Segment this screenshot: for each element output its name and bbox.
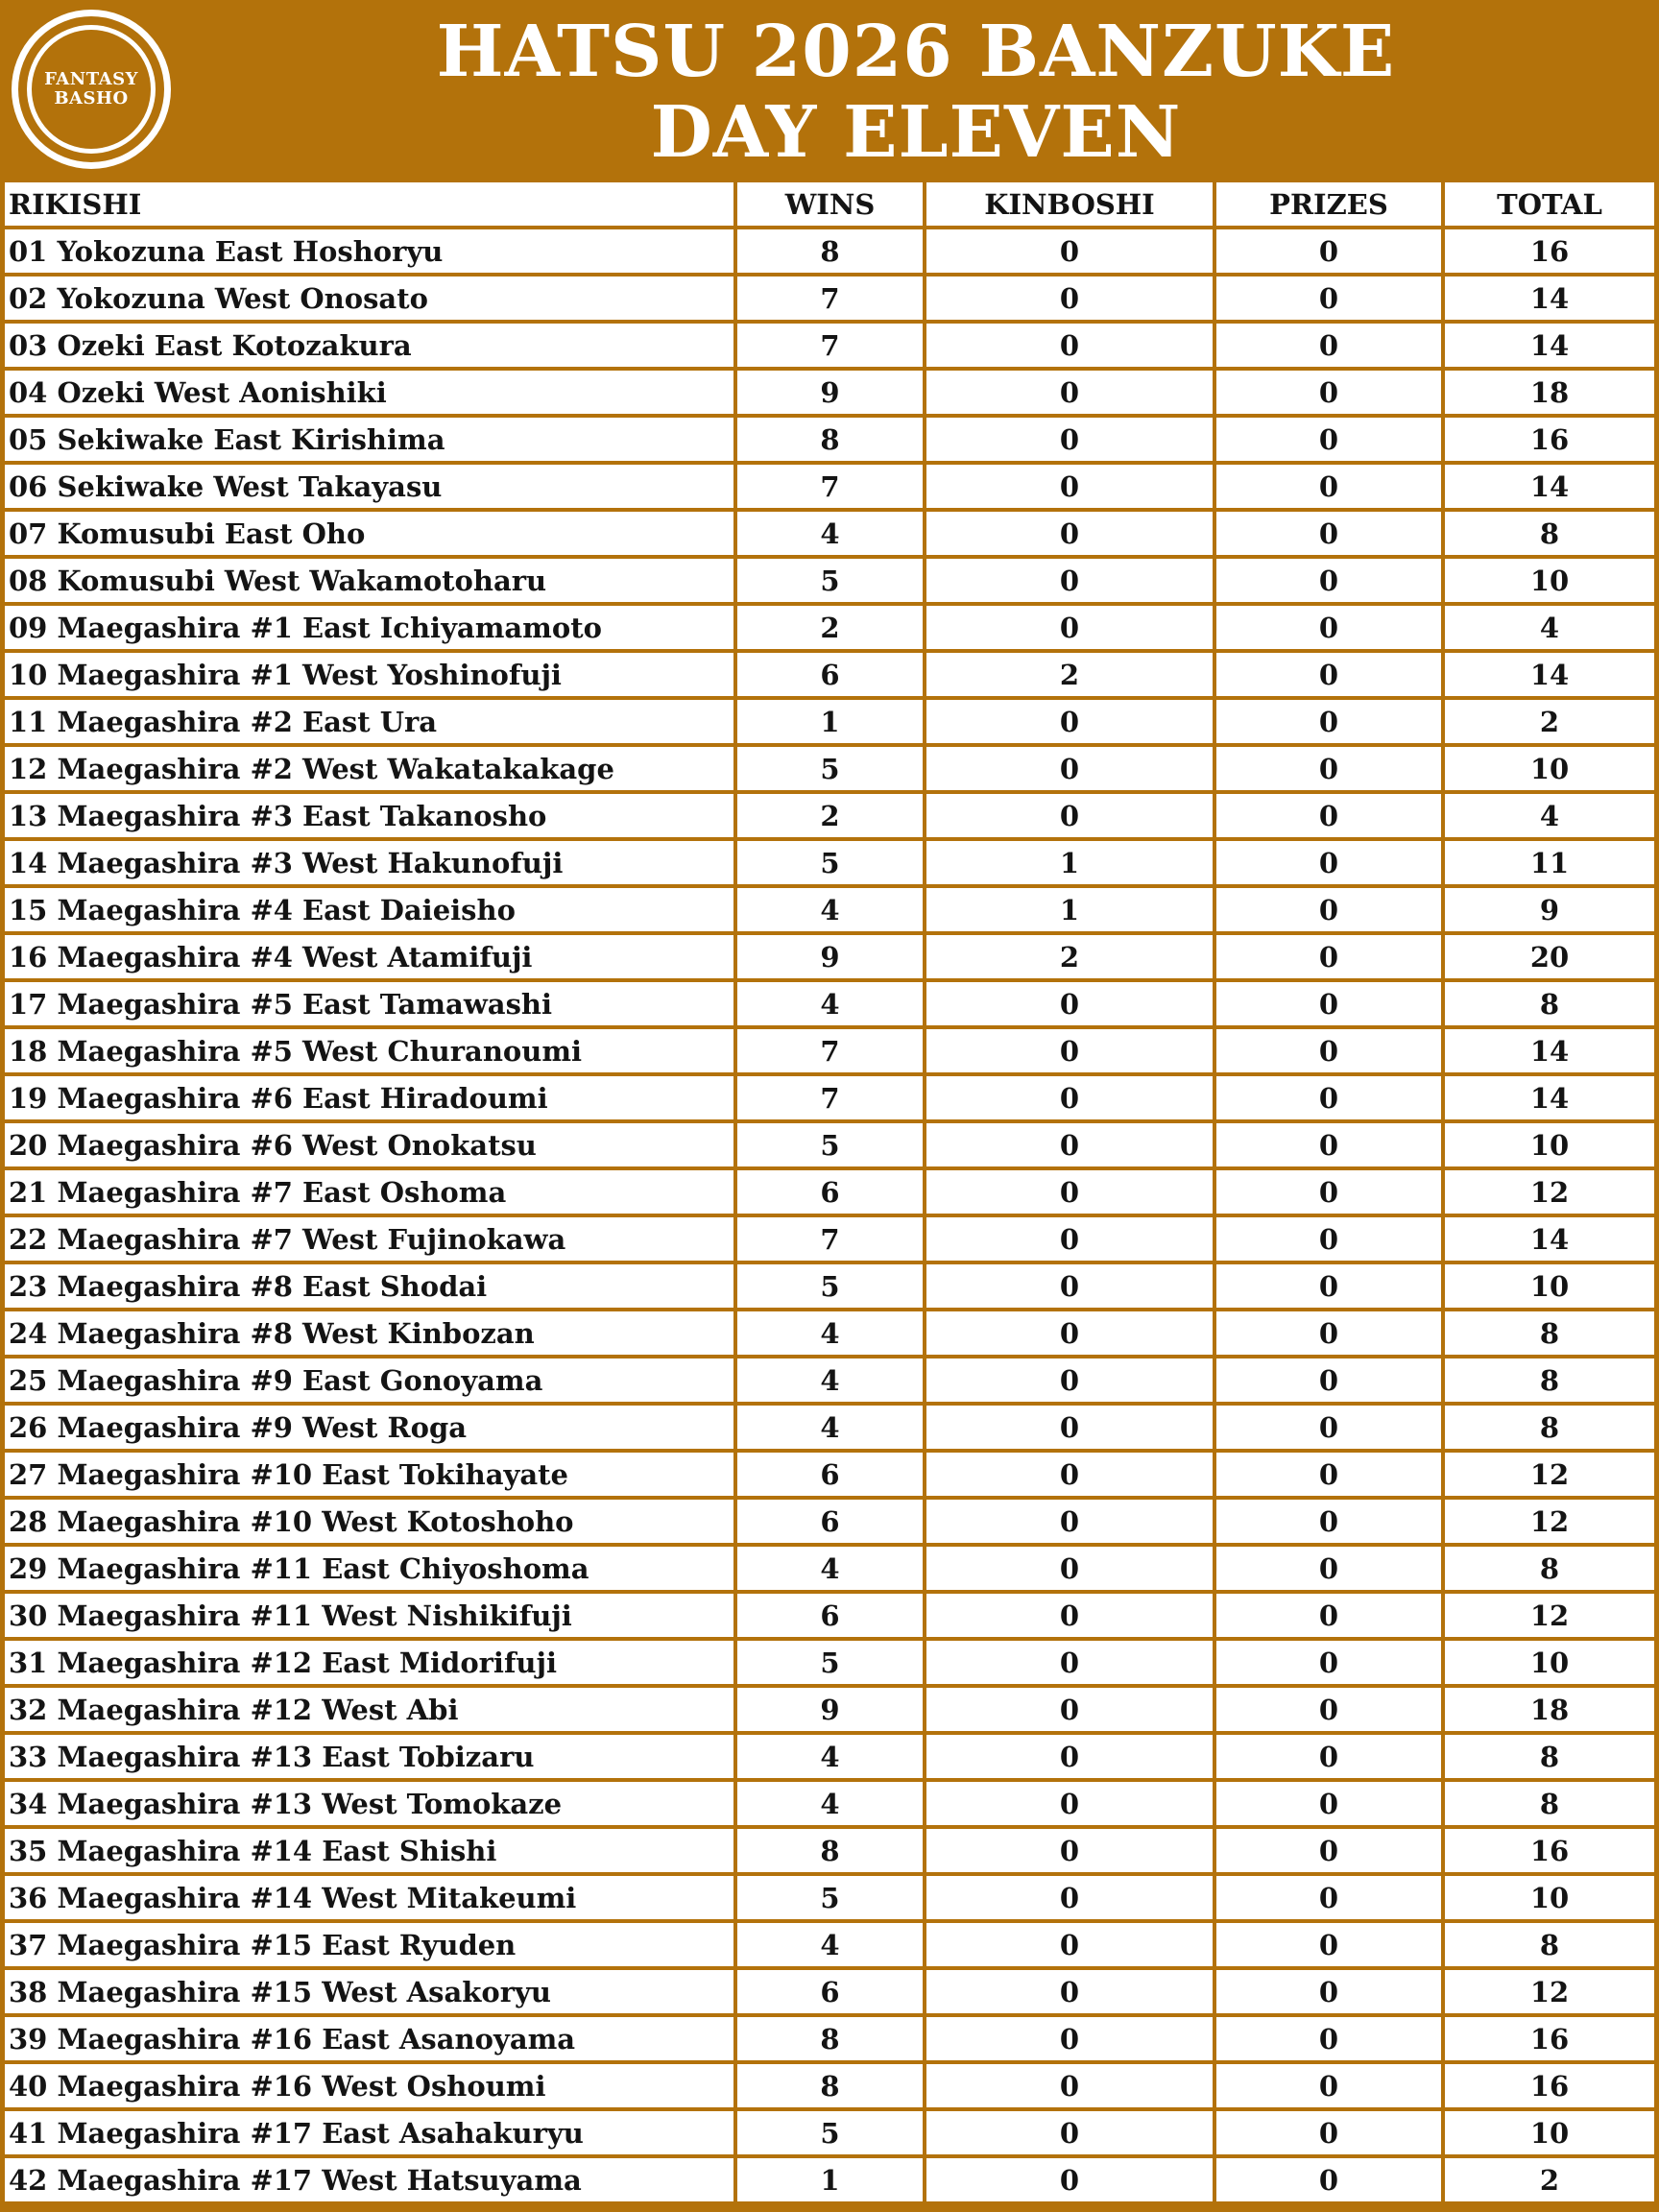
rikishi-cell: 22 Maegashira #7 West Fujinokawa xyxy=(5,1217,737,1261)
prizes-cell: 0 xyxy=(1216,2158,1445,2201)
kinboshi-cell: 0 xyxy=(926,1170,1216,1214)
prizes-cell: 0 xyxy=(1216,1782,1445,1825)
kinboshi-cell: 0 xyxy=(926,1876,1216,1919)
wins-cell: 4 xyxy=(737,1406,926,1449)
page-title xyxy=(173,12,1659,173)
table-row xyxy=(5,512,1654,555)
prizes-cell: 0 xyxy=(1216,700,1445,743)
wins-cell: 6 xyxy=(737,653,926,696)
rikishi-cell: 27 Maegashira #10 East Tokihayate xyxy=(5,1453,737,1496)
prizes-cell: 0 xyxy=(1216,418,1445,461)
table-row xyxy=(5,747,1654,790)
total-cell: 8 xyxy=(1445,512,1654,555)
table-row xyxy=(5,1123,1654,1166)
wins-cell: 6 xyxy=(737,1500,926,1543)
wins-cell: 7 xyxy=(737,465,926,508)
rikishi-cell: 06 Sekiwake West Takayasu xyxy=(5,465,737,508)
prizes-cell: 0 xyxy=(1216,559,1445,602)
rikishi-cell: 13 Maegashira #3 East Takanosho xyxy=(5,794,737,837)
wins-cell: 8 xyxy=(737,229,926,273)
kinboshi-cell: 0 xyxy=(926,2158,1216,2201)
rikishi-cell: 01 Yokozuna East Hoshoryu xyxy=(5,229,737,273)
wins-cell: 7 xyxy=(737,1217,926,1261)
table-row xyxy=(5,935,1654,978)
prizes-cell: 0 xyxy=(1216,1453,1445,1496)
kinboshi-cell: 0 xyxy=(926,1641,1216,1684)
table-row xyxy=(5,700,1654,743)
prizes-cell: 0 xyxy=(1216,606,1445,649)
wins-cell: 4 xyxy=(737,982,926,1025)
total-cell: 4 xyxy=(1445,606,1654,649)
logo-text-line2: BASHO xyxy=(54,88,129,108)
wins-cell: 4 xyxy=(737,888,926,931)
rikishi-cell: 26 Maegashira #9 West Roga xyxy=(5,1406,737,1449)
total-cell: 14 xyxy=(1445,1029,1654,1072)
prizes-cell: 0 xyxy=(1216,1264,1445,1308)
rikishi-cell: 28 Maegashira #10 West Kotoshoho xyxy=(5,1500,737,1543)
table-row xyxy=(5,1923,1654,1966)
prizes-cell: 0 xyxy=(1216,794,1445,837)
wins-cell: 7 xyxy=(737,1076,926,1119)
prizes-cell: 0 xyxy=(1216,935,1445,978)
prizes-cell: 0 xyxy=(1216,1170,1445,1214)
kinboshi-cell: 0 xyxy=(926,794,1216,837)
title-line-2: DAY ELEVEN xyxy=(650,91,1182,174)
banzuke-table xyxy=(5,179,1654,2205)
wins-cell: 8 xyxy=(737,1829,926,1872)
wins-cell: 7 xyxy=(737,324,926,367)
prizes-cell: 0 xyxy=(1216,512,1445,555)
total-cell: 10 xyxy=(1445,1123,1654,1166)
prizes-cell: 0 xyxy=(1216,2017,1445,2060)
total-cell: 16 xyxy=(1445,229,1654,273)
wins-cell: 4 xyxy=(737,1735,926,1778)
total-cell: 16 xyxy=(1445,2017,1654,2060)
table-row xyxy=(5,1406,1654,1449)
total-cell: 10 xyxy=(1445,1264,1654,1308)
prizes-cell: 0 xyxy=(1216,229,1445,273)
rikishi-cell: 38 Maegashira #15 West Asakoryu xyxy=(5,1970,737,2013)
table-row xyxy=(5,2111,1654,2154)
rikishi-cell: 17 Maegashira #5 East Tamawashi xyxy=(5,982,737,1025)
wins-cell: 4 xyxy=(737,1547,926,1590)
prizes-cell: 0 xyxy=(1216,1076,1445,1119)
kinboshi-cell: 0 xyxy=(926,1688,1216,1731)
total-cell: 8 xyxy=(1445,1311,1654,1355)
kinboshi-cell: 0 xyxy=(926,606,1216,649)
wins-cell: 5 xyxy=(737,747,926,790)
prizes-cell: 0 xyxy=(1216,1829,1445,1872)
kinboshi-cell: 0 xyxy=(926,1594,1216,1637)
total-cell: 18 xyxy=(1445,371,1654,414)
table-row xyxy=(5,653,1654,696)
rikishi-cell: 08 Komusubi West Wakamotoharu xyxy=(5,559,737,602)
kinboshi-cell: 0 xyxy=(926,1311,1216,1355)
kinboshi-cell: 0 xyxy=(926,559,1216,602)
table-row xyxy=(5,559,1654,602)
kinboshi-cell: 0 xyxy=(926,1358,1216,1402)
total-cell: 16 xyxy=(1445,1829,1654,1872)
total-cell: 12 xyxy=(1445,1453,1654,1496)
total-cell: 16 xyxy=(1445,2064,1654,2107)
rikishi-cell: 14 Maegashira #3 West Hakunofuji xyxy=(5,841,737,884)
rikishi-cell: 40 Maegashira #16 West Oshoumi xyxy=(5,2064,737,2107)
rikishi-cell: 29 Maegashira #11 East Chiyoshoma xyxy=(5,1547,737,1590)
prizes-cell: 0 xyxy=(1216,1735,1445,1778)
rikishi-cell: 10 Maegashira #1 West Yoshinofuji xyxy=(5,653,737,696)
rikishi-cell: 35 Maegashira #14 East Shishi xyxy=(5,1829,737,1872)
wins-cell: 9 xyxy=(737,371,926,414)
total-cell: 8 xyxy=(1445,982,1654,1025)
kinboshi-cell: 0 xyxy=(926,1782,1216,1825)
rikishi-cell: 18 Maegashira #5 West Churanoumi xyxy=(5,1029,737,1072)
table-row xyxy=(5,888,1654,931)
title-line-1: HATSU 2026 BANZUKE xyxy=(436,11,1396,93)
wins-cell: 9 xyxy=(737,935,926,978)
wins-cell: 4 xyxy=(737,1358,926,1402)
total-cell: 2 xyxy=(1445,2158,1654,2201)
rikishi-cell: 34 Maegashira #13 West Tomokaze xyxy=(5,1782,737,1825)
total-cell: 14 xyxy=(1445,1076,1654,1119)
table-row xyxy=(5,465,1654,508)
rikishi-cell: 32 Maegashira #12 West Abi xyxy=(5,1688,737,1731)
kinboshi-cell: 0 xyxy=(926,1970,1216,2013)
column-header-prizes: PRIZES xyxy=(1216,182,1445,226)
wins-cell: 5 xyxy=(737,1876,926,1919)
kinboshi-cell: 0 xyxy=(926,512,1216,555)
kinboshi-cell: 0 xyxy=(926,1217,1216,1261)
prizes-cell: 0 xyxy=(1216,1594,1445,1637)
total-cell: 10 xyxy=(1445,747,1654,790)
total-cell: 10 xyxy=(1445,1641,1654,1684)
total-cell: 8 xyxy=(1445,1406,1654,1449)
rikishi-cell: 25 Maegashira #9 East Gonoyama xyxy=(5,1358,737,1402)
prizes-cell: 0 xyxy=(1216,888,1445,931)
wins-cell: 8 xyxy=(737,2017,926,2060)
prizes-cell: 0 xyxy=(1216,1876,1445,1919)
kinboshi-cell: 1 xyxy=(926,888,1216,931)
table-row xyxy=(5,324,1654,367)
total-cell: 9 xyxy=(1445,888,1654,931)
table-row xyxy=(5,1076,1654,1119)
column-header-rikishi: RIKISHI xyxy=(5,182,737,226)
wins-cell: 6 xyxy=(737,1970,926,2013)
wins-cell: 1 xyxy=(737,2158,926,2201)
total-cell: 4 xyxy=(1445,794,1654,837)
wins-cell: 4 xyxy=(737,1311,926,1355)
prizes-cell: 0 xyxy=(1216,747,1445,790)
prizes-cell: 0 xyxy=(1216,1311,1445,1355)
wins-cell: 7 xyxy=(737,1029,926,1072)
table-row xyxy=(5,1453,1654,1496)
prizes-cell: 0 xyxy=(1216,982,1445,1025)
table-row xyxy=(5,1029,1654,1072)
prizes-cell: 0 xyxy=(1216,2111,1445,2154)
wins-cell: 5 xyxy=(737,559,926,602)
table-row xyxy=(5,371,1654,414)
kinboshi-cell: 0 xyxy=(926,465,1216,508)
wins-cell: 5 xyxy=(737,2111,926,2154)
logo-text-line1: FANTASY xyxy=(44,69,138,89)
kinboshi-cell: 0 xyxy=(926,1735,1216,1778)
table-row xyxy=(5,2158,1654,2201)
kinboshi-cell: 0 xyxy=(926,700,1216,743)
rikishi-cell: 11 Maegashira #2 East Ura xyxy=(5,700,737,743)
kinboshi-cell: 0 xyxy=(926,418,1216,461)
kinboshi-cell: 0 xyxy=(926,1547,1216,1590)
rikishi-cell: 09 Maegashira #1 East Ichiyamamoto xyxy=(5,606,737,649)
table-row xyxy=(5,1641,1654,1684)
rikishi-cell: 30 Maegashira #11 West Nishikifuji xyxy=(5,1594,737,1637)
prizes-cell: 0 xyxy=(1216,1406,1445,1449)
prizes-cell: 0 xyxy=(1216,1641,1445,1684)
wins-cell: 9 xyxy=(737,1688,926,1731)
kinboshi-cell: 0 xyxy=(926,1264,1216,1308)
rikishi-cell: 20 Maegashira #6 West Onokatsu xyxy=(5,1123,737,1166)
wins-cell: 5 xyxy=(737,1641,926,1684)
rikishi-cell: 21 Maegashira #7 East Oshoma xyxy=(5,1170,737,1214)
logo-inner-ring xyxy=(27,25,156,154)
total-cell: 8 xyxy=(1445,1547,1654,1590)
kinboshi-cell: 0 xyxy=(926,324,1216,367)
table-row xyxy=(5,1264,1654,1308)
column-header-kinboshi: KINBOSHI xyxy=(926,182,1216,226)
table-header-row xyxy=(5,182,1654,226)
rikishi-cell: 16 Maegashira #4 West Atamifuji xyxy=(5,935,737,978)
kinboshi-cell: 0 xyxy=(926,371,1216,414)
total-cell: 11 xyxy=(1445,841,1654,884)
table-row xyxy=(5,841,1654,884)
prizes-cell: 0 xyxy=(1216,653,1445,696)
total-cell: 14 xyxy=(1445,324,1654,367)
table-row xyxy=(5,2064,1654,2107)
wins-cell: 8 xyxy=(737,2064,926,2107)
table-row xyxy=(5,982,1654,1025)
wins-cell: 5 xyxy=(737,841,926,884)
table-row xyxy=(5,1358,1654,1402)
table-row xyxy=(5,1688,1654,1731)
table-row xyxy=(5,418,1654,461)
wins-cell: 4 xyxy=(737,1782,926,1825)
rikishi-cell: 37 Maegashira #15 East Ryuden xyxy=(5,1923,737,1966)
prizes-cell: 0 xyxy=(1216,465,1445,508)
prizes-cell: 0 xyxy=(1216,841,1445,884)
table-row xyxy=(5,1970,1654,2013)
total-cell: 14 xyxy=(1445,276,1654,320)
column-header-total: TOTAL xyxy=(1445,182,1654,226)
table-row xyxy=(5,1217,1654,1261)
total-cell: 8 xyxy=(1445,1735,1654,1778)
total-cell: 14 xyxy=(1445,465,1654,508)
wins-cell: 2 xyxy=(737,606,926,649)
total-cell: 8 xyxy=(1445,1782,1654,1825)
prizes-cell: 0 xyxy=(1216,371,1445,414)
wins-cell: 2 xyxy=(737,794,926,837)
total-cell: 12 xyxy=(1445,1594,1654,1637)
kinboshi-cell: 0 xyxy=(926,1923,1216,1966)
rikishi-cell: 05 Sekiwake East Kirishima xyxy=(5,418,737,461)
column-header-wins: WINS xyxy=(737,182,926,226)
rikishi-cell: 07 Komusubi East Oho xyxy=(5,512,737,555)
prizes-cell: 0 xyxy=(1216,1500,1445,1543)
table-row xyxy=(5,1311,1654,1355)
table-row xyxy=(5,1594,1654,1637)
prizes-cell: 0 xyxy=(1216,276,1445,320)
wins-cell: 4 xyxy=(737,1923,926,1966)
total-cell: 14 xyxy=(1445,653,1654,696)
total-cell: 12 xyxy=(1445,1170,1654,1214)
prizes-cell: 0 xyxy=(1216,1970,1445,2013)
prizes-cell: 0 xyxy=(1216,1029,1445,1072)
total-cell: 2 xyxy=(1445,700,1654,743)
wins-cell: 6 xyxy=(737,1594,926,1637)
prizes-cell: 0 xyxy=(1216,1217,1445,1261)
total-cell: 16 xyxy=(1445,418,1654,461)
rikishi-cell: 04 Ozeki West Aonishiki xyxy=(5,371,737,414)
wins-cell: 5 xyxy=(737,1264,926,1308)
table-row xyxy=(5,2017,1654,2060)
rikishi-cell: 15 Maegashira #4 East Daieisho xyxy=(5,888,737,931)
kinboshi-cell: 0 xyxy=(926,747,1216,790)
table-row xyxy=(5,1547,1654,1590)
total-cell: 10 xyxy=(1445,2111,1654,2154)
prizes-cell: 0 xyxy=(1216,1547,1445,1590)
kinboshi-cell: 0 xyxy=(926,1076,1216,1119)
table-row xyxy=(5,1829,1654,1872)
wins-cell: 1 xyxy=(737,700,926,743)
table-row xyxy=(5,229,1654,273)
rikishi-cell: 12 Maegashira #2 West Wakatakakage xyxy=(5,747,737,790)
rikishi-cell: 33 Maegashira #13 East Tobizaru xyxy=(5,1735,737,1778)
kinboshi-cell: 0 xyxy=(926,1500,1216,1543)
prizes-cell: 0 xyxy=(1216,324,1445,367)
rikishi-cell: 19 Maegashira #6 East Hiradoumi xyxy=(5,1076,737,1119)
wins-cell: 6 xyxy=(737,1453,926,1496)
kinboshi-cell: 0 xyxy=(926,1829,1216,1872)
kinboshi-cell: 0 xyxy=(926,2064,1216,2107)
wins-cell: 5 xyxy=(737,1123,926,1166)
table-row xyxy=(5,1170,1654,1214)
table-row xyxy=(5,1500,1654,1543)
kinboshi-cell: 1 xyxy=(926,841,1216,884)
table-row xyxy=(5,1735,1654,1778)
kinboshi-cell: 0 xyxy=(926,1406,1216,1449)
total-cell: 18 xyxy=(1445,1688,1654,1731)
total-cell: 12 xyxy=(1445,1500,1654,1543)
table-row xyxy=(5,606,1654,649)
rikishi-cell: 31 Maegashira #12 East Midorifuji xyxy=(5,1641,737,1684)
wins-cell: 8 xyxy=(737,418,926,461)
kinboshi-cell: 0 xyxy=(926,276,1216,320)
prizes-cell: 0 xyxy=(1216,1123,1445,1166)
rikishi-cell: 36 Maegashira #14 West Mitakeumi xyxy=(5,1876,737,1919)
rikishi-cell: 24 Maegashira #8 West Kinbozan xyxy=(5,1311,737,1355)
table-row xyxy=(5,794,1654,837)
rikishi-cell: 23 Maegashira #8 East Shodai xyxy=(5,1264,737,1308)
table-row xyxy=(5,1782,1654,1825)
kinboshi-cell: 0 xyxy=(926,229,1216,273)
rikishi-cell: 41 Maegashira #17 East Asahakuryu xyxy=(5,2111,737,2154)
table-row xyxy=(5,1876,1654,1919)
rikishi-cell: 02 Yokozuna West Onosato xyxy=(5,276,737,320)
kinboshi-cell: 0 xyxy=(926,982,1216,1025)
rikishi-cell: 39 Maegashira #16 East Asanoyama xyxy=(5,2017,737,2060)
rikishi-cell: 03 Ozeki East Kotozakura xyxy=(5,324,737,367)
kinboshi-cell: 0 xyxy=(926,2017,1216,2060)
total-cell: 8 xyxy=(1445,1923,1654,1966)
table-row xyxy=(5,276,1654,320)
kinboshi-cell: 2 xyxy=(926,935,1216,978)
total-cell: 10 xyxy=(1445,559,1654,602)
total-cell: 14 xyxy=(1445,1217,1654,1261)
kinboshi-cell: 0 xyxy=(926,1123,1216,1166)
prizes-cell: 0 xyxy=(1216,1358,1445,1402)
total-cell: 8 xyxy=(1445,1358,1654,1402)
header xyxy=(0,0,1659,179)
rikishi-cell: 42 Maegashira #17 West Hatsuyama xyxy=(5,2158,737,2201)
prizes-cell: 0 xyxy=(1216,1923,1445,1966)
wins-cell: 4 xyxy=(737,512,926,555)
wins-cell: 7 xyxy=(737,276,926,320)
total-cell: 10 xyxy=(1445,1876,1654,1919)
total-cell: 12 xyxy=(1445,1970,1654,2013)
kinboshi-cell: 0 xyxy=(926,1029,1216,1072)
kinboshi-cell: 2 xyxy=(926,653,1216,696)
prizes-cell: 0 xyxy=(1216,1688,1445,1731)
fantasy-basho-logo xyxy=(12,10,171,169)
table-body xyxy=(5,229,1654,2201)
kinboshi-cell: 0 xyxy=(926,1453,1216,1496)
prizes-cell: 0 xyxy=(1216,2064,1445,2107)
total-cell: 20 xyxy=(1445,935,1654,978)
wins-cell: 6 xyxy=(737,1170,926,1214)
kinboshi-cell: 0 xyxy=(926,2111,1216,2154)
